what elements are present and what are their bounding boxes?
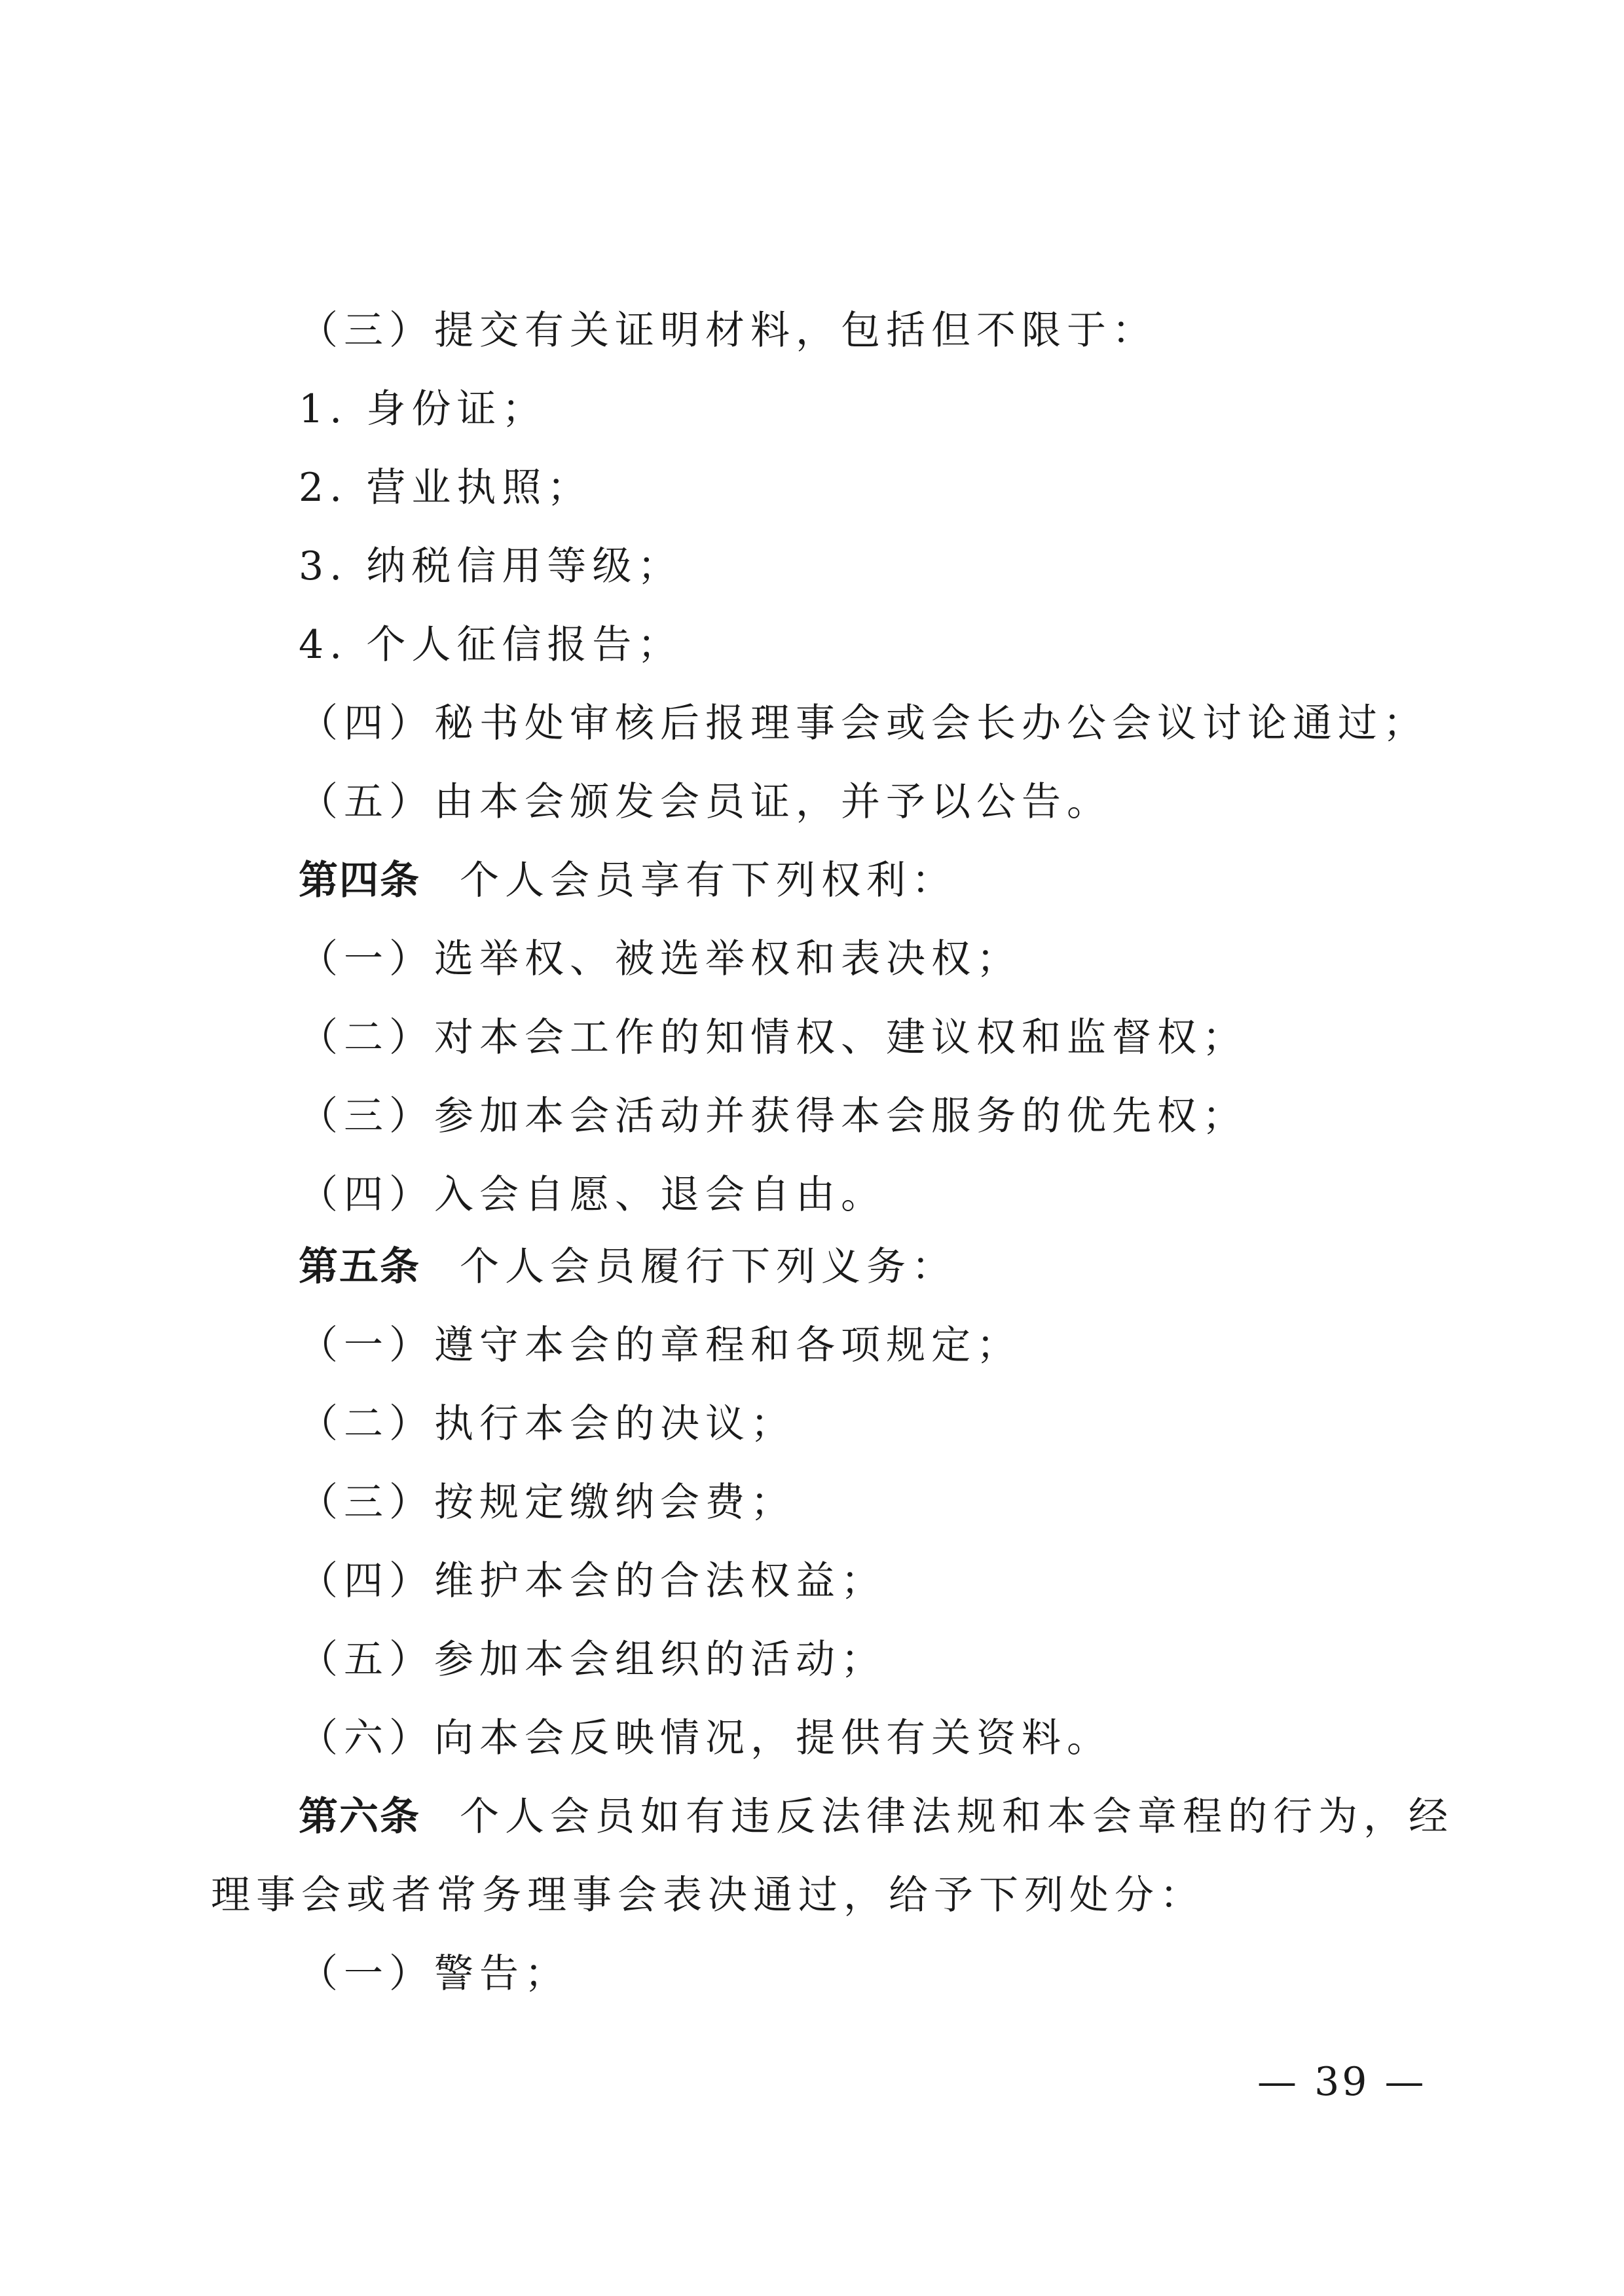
list-item-tax-credit: 3. 纳税信用等级；	[299, 543, 683, 589]
article-4-item: （二）对本会工作的知情权、建议权和监督权；	[299, 1015, 1247, 1061]
article-6-heading	[299, 1791, 1454, 1843]
article-5-item: （六）向本会反映情况，提供有关资料。	[299, 1715, 1112, 1761]
article-5-item: （四）维护本会的合法权益；	[299, 1558, 886, 1604]
article-4-item: （一）选举权、被选举权和表决权；	[299, 936, 1022, 982]
article-6-text-line2: 理事会或者常务理事会表决通过，给予下列处分：	[211, 1872, 1205, 1918]
list-item-credit-report: 4. 个人征信报告；	[299, 622, 683, 668]
paragraph-issue-certificate: （五）由本会颁发会员证，并予以公告。	[299, 779, 1112, 825]
paragraph-submit-materials: （三）提交有关证明材料，包括但不限于：	[299, 308, 1157, 354]
article-6-text-line1: 个人会员如有违反法律法规和本会章程的行为，经	[460, 1794, 1454, 1840]
page-number: — 39 —	[1257, 2059, 1427, 2105]
article-5-item: （三）按规定缴纳会费；	[299, 1480, 796, 1525]
article-5-number: 第五条	[299, 1244, 420, 1290]
article-5-item: （一）遵守本会的章程和各项规定；	[299, 1322, 1022, 1368]
article-5-item: （五）参加本会组织的活动；	[299, 1637, 886, 1683]
paragraph-secretariat-review: （四）秘书处审核后报理事会或会长办公会议讨论通过；	[299, 701, 1428, 746]
article-4-number: 第四条	[299, 858, 420, 903]
article-5-heading	[299, 1241, 957, 1293]
article-6-item: （一）警告；	[299, 1951, 570, 1997]
article-5-text: 个人会员履行下列义务：	[460, 1244, 957, 1290]
article-6-number: 第六条	[299, 1794, 420, 1840]
article-4-item: （四）入会自愿、退会自由。	[299, 1172, 886, 1218]
list-item-business-license: 2. 营业执照；	[299, 465, 593, 511]
article-5-item: （二）执行本会的决议；	[299, 1401, 796, 1447]
article-4-heading	[299, 854, 957, 907]
article-4-item: （三）参加本会活动并获得本会服务的优先权；	[299, 1093, 1247, 1139]
article-4-text: 个人会员享有下列权利：	[460, 858, 957, 903]
list-item-id-card: 1. 身份证；	[299, 386, 547, 432]
